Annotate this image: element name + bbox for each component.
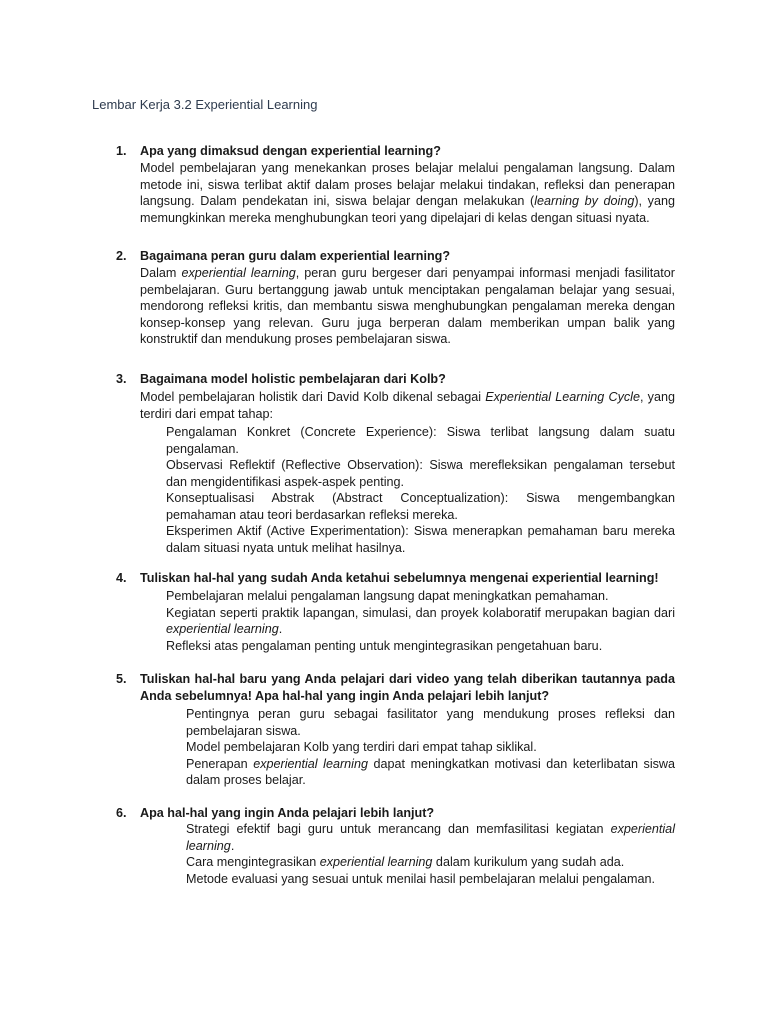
list-item: Pentingnya peran guru sebagai fasilitator yang mendukung proses refleksi dan pembelajaran siswa. — [186, 707, 675, 738]
list-item: Pengalaman Konkret (Concrete Experience): Siswa terlibat langsung dalam suatu pengalaman. — [166, 425, 675, 456]
list-item: Konseptualisasi Abstrak (Abstract Conceptualization): Siswa mengembangkan pemahaman atau teori berdasarkan refleksi mereka. — [166, 491, 675, 522]
list-item: Observasi Reflektif (Reflective Observation): Siswa merefleksikan pengalaman tersebut dan mengidentifikasi aspek-aspek penting. — [166, 458, 675, 489]
question-6-title: Apa hal-hal yang ingin Anda pelajari lebih lanjut? — [140, 806, 435, 820]
question-6-answer — [186, 821, 675, 887]
question-3-stages — [166, 424, 675, 556]
answer-text: Model pembelajaran yang menekankan proses belajar melalui pengalaman langsung. Dalam metode ini, siswa terlibat aktif dalam proses belajar melakui tindakan, refleksi dan penerapan langsung. Dalam pendekatan ini, siswa belajar dengan melakukan ( — [140, 161, 675, 208]
question-6-number: 6. — [116, 806, 127, 820]
answer-text: dalam kurikulum yang sudah ada. — [432, 855, 625, 869]
question-4-answer — [166, 588, 675, 654]
answer-text: . — [278, 622, 283, 636]
question-4-title: Tuliskan hal-hal yang sudah Anda ketahui sebelumnya mengenai experiential learning! — [140, 571, 659, 585]
list-item — [186, 821, 675, 854]
answer-emphasis: Experiential Learning Cycle — [485, 390, 640, 404]
question-3-title: Bagaimana model holistic pembelajaran dari Kolb? — [140, 372, 446, 386]
list-item — [186, 756, 675, 789]
list-item: Pembelajaran melalui pengalaman langsung dapat meningkatkan pemahaman. — [166, 589, 609, 603]
question-5-answer — [186, 706, 675, 789]
answer-emphasis: experiential learning — [181, 266, 296, 280]
answer-emphasis: experiential learning — [186, 822, 675, 853]
answer-emphasis: experiential learning — [166, 622, 279, 636]
question-2-number: 2. — [116, 249, 127, 263]
answer-text: . — [230, 838, 235, 853]
document-title: Lembar Kerja 3.2 Experiential Learning — [92, 97, 318, 112]
answer-text: Strategi efektif bagi guru untuk merancang dan memfasilitasi kegiatan — [186, 822, 611, 836]
answer-text: Cara mengintegrasikan — [186, 855, 320, 869]
answer-emphasis: experiential learning — [319, 855, 433, 869]
answer-text: , peran guru bergeser dari penyampai informasi menjadi fasilitator pembelajaran. Guru bertanggung jawab untuk menciptakan pengalaman belajar yang sesuai, mendorong refleksi kritis, dan membantu siswa menghubungkan pengalaman mereka dengan konsep-konsep yang relevan. Guru juga berperan dalam memberikan umpan balik yang konstruktif dan mendukung proses pembelajaran siswa. — [140, 266, 676, 346]
question-2-answer — [140, 265, 675, 348]
answer-text: Dalam — [140, 266, 182, 280]
list-item — [186, 854, 675, 871]
question-1-answer — [140, 160, 675, 226]
question-1-number: 1. — [116, 144, 127, 158]
question-2-title: Bagaimana peran guru dalam experiential learning? — [140, 249, 451, 263]
answer-text: , yang terdiri dari empat tahap: — [140, 390, 675, 421]
answer-emphasis: experiential learning — [253, 756, 368, 771]
answer-text: ), yang memungkinkan mereka menghubungkan teori yang dipelajari di kelas dengan situasi nyata. — [140, 194, 675, 225]
list-item — [166, 605, 675, 638]
answer-text: Model pembelajaran holistik dari David Kolb dikenal sebagai — [140, 390, 486, 404]
answer-emphasis: learning by doing — [534, 194, 635, 208]
list-item: Model pembelajaran Kolb yang terdiri dari empat tahap siklikal. — [186, 740, 537, 754]
question-4-number: 4. — [116, 571, 127, 585]
list-item: Metode evaluasi yang sesuai untuk menilai hasil pembelajaran melalui pengalaman. — [186, 871, 656, 886]
answer-text: Penerapan — [186, 756, 254, 771]
list-item: Refleksi atas pengalaman penting untuk mengintegrasikan pengetahuan baru. — [166, 638, 603, 653]
question-5-number: 5. — [116, 672, 127, 686]
question-5-title: Tuliskan hal-hal baru yang Anda pelajari dari video yang telah diberikan tautannya pada Anda sebelumnya! Apa hal-hal yang ingin Anda pelajari lebih lanjut? — [140, 672, 675, 703]
list-item: Eksperimen Aktif (Active Experimentation): Siswa menerapkan pemahaman baru mereka dalam situasi nyata untuk melihat hasilnya. — [166, 524, 675, 555]
answer-text: dapat meningkatkan motivasi dan keterlibatan siswa dalam proses belajar. — [186, 756, 676, 787]
question-3-number: 3. — [116, 372, 127, 386]
question-3-intro — [140, 389, 675, 422]
answer-text: Kegiatan seperti praktik lapangan, simulasi, dan proyek kolaboratif merupakan bagian dari — [166, 605, 675, 620]
question-1-title: Apa yang dimaksud dengan experiential learning? — [140, 144, 441, 158]
